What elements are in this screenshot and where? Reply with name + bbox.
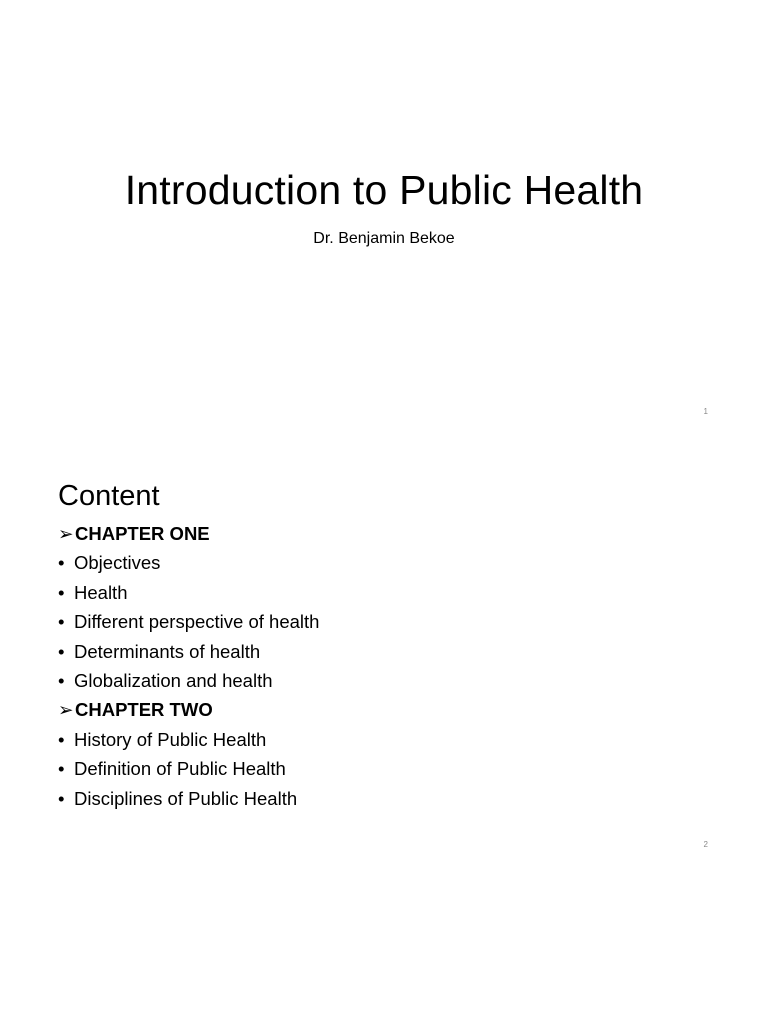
- table-of-contents-list: [58, 519, 319, 813]
- list-item: [58, 784, 319, 813]
- page-number: 2: [703, 840, 708, 849]
- bullet-icon: •: [58, 611, 65, 633]
- bullet-icon: •: [58, 787, 65, 809]
- list-item-label: Definition of Public Health: [74, 758, 286, 780]
- list-item-label: Health: [74, 581, 128, 603]
- list-item-label: Determinants of health: [74, 640, 261, 662]
- chapter-item: [58, 695, 319, 724]
- chapter-label: CHAPTER ONE: [75, 523, 210, 544]
- arrow-bullet-icon: ➢: [58, 523, 74, 544]
- list-item: [58, 666, 319, 695]
- bullet-icon: •: [58, 728, 65, 750]
- bullet-icon: •: [58, 552, 65, 574]
- bullet-icon: •: [58, 640, 65, 662]
- content-heading: Content: [58, 480, 160, 512]
- slide-subtitle-author: Dr. Benjamin Bekoe: [313, 230, 455, 247]
- list-item: [58, 754, 319, 783]
- list-item-label: History of Public Health: [74, 728, 267, 750]
- slide-title: Introduction to Public Health: [124, 167, 644, 213]
- chapter-item: [58, 519, 319, 548]
- arrow-bullet-icon: ➢: [58, 699, 74, 721]
- list-item-label: Disciplines of Public Health: [74, 787, 298, 809]
- page-number: 1: [703, 407, 708, 416]
- list-item-label: Objectives: [74, 552, 161, 574]
- bullet-icon: •: [58, 670, 65, 692]
- bullet-icon: •: [58, 758, 65, 780]
- title-slide: [0, 0, 768, 432]
- list-item: [58, 578, 319, 607]
- bullet-icon: •: [58, 581, 65, 603]
- list-item: [58, 725, 319, 754]
- content-slide: [0, 432, 768, 864]
- chapter-label: CHAPTER TWO: [75, 699, 213, 721]
- list-item: [58, 607, 319, 636]
- list-item-label: Globalization and health: [74, 670, 273, 692]
- list-item-label: Different perspective of health: [74, 611, 320, 633]
- list-item: [58, 637, 319, 666]
- list-item: [58, 548, 319, 577]
